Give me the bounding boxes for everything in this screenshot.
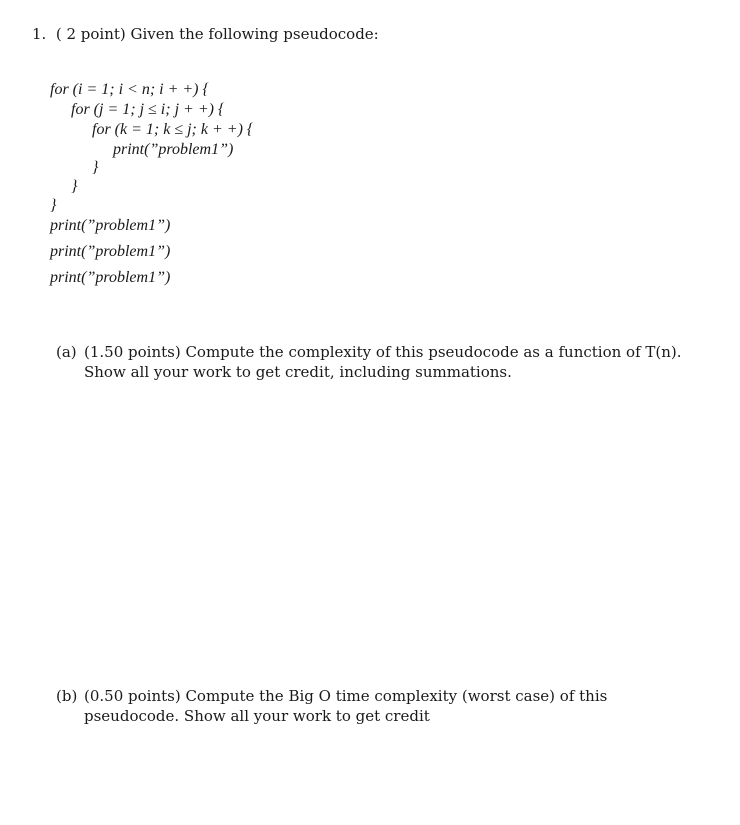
code-line-print-3 — [50, 268, 170, 288]
part-a — [56, 342, 696, 386]
part-b — [56, 686, 696, 730]
code-line-close-outer — [50, 196, 56, 216]
code-line-print-1 — [50, 216, 170, 236]
code-line-outer-for — [50, 80, 209, 100]
code-keyword: for — [92, 121, 111, 138]
code-text: (j = 1; j ≤ i; j + +) { — [89, 101, 225, 118]
code-keyword: for — [71, 101, 90, 118]
code-line-inner-for — [92, 120, 253, 140]
code-text: print(”problem1”) — [50, 243, 171, 260]
question-heading — [32, 24, 379, 44]
part-a-text: (1.50 points) Compute the complexity of this pseudocode as a function of T(n). Show all your work to get credit, including summations. — [84, 343, 682, 381]
code-keyword: for — [50, 81, 69, 98]
code-line-close-inner — [92, 158, 98, 178]
part-a-label: (a) — [56, 343, 77, 361]
code-text: (i = 1; i < n; i + +) { — [68, 81, 209, 98]
code-text: } — [71, 178, 78, 195]
code-text: } — [92, 159, 99, 176]
part-b-text: (0.50 points) Compute the Big O time complexity (worst case) of this pseudocode. Show all your work to get credit — [84, 687, 608, 725]
question-number: 1. — [32, 25, 47, 43]
code-line-middle-for — [71, 100, 224, 120]
code-line-close-middle — [71, 177, 77, 197]
part-b-label: (b) — [56, 687, 78, 705]
code-text: } — [50, 197, 57, 214]
code-line-print-2 — [50, 242, 170, 262]
code-text: print(”problem1”) — [113, 141, 234, 158]
code-text: print(”problem1”) — [50, 269, 171, 286]
code-text: print(”problem1”) — [50, 217, 171, 234]
code-text: (k = 1; k ≤ j; k + +) { — [110, 121, 254, 138]
code-line-inner-print — [113, 140, 233, 160]
question-title: ( 2 point) Given the following pseudocode: — [55, 25, 379, 43]
